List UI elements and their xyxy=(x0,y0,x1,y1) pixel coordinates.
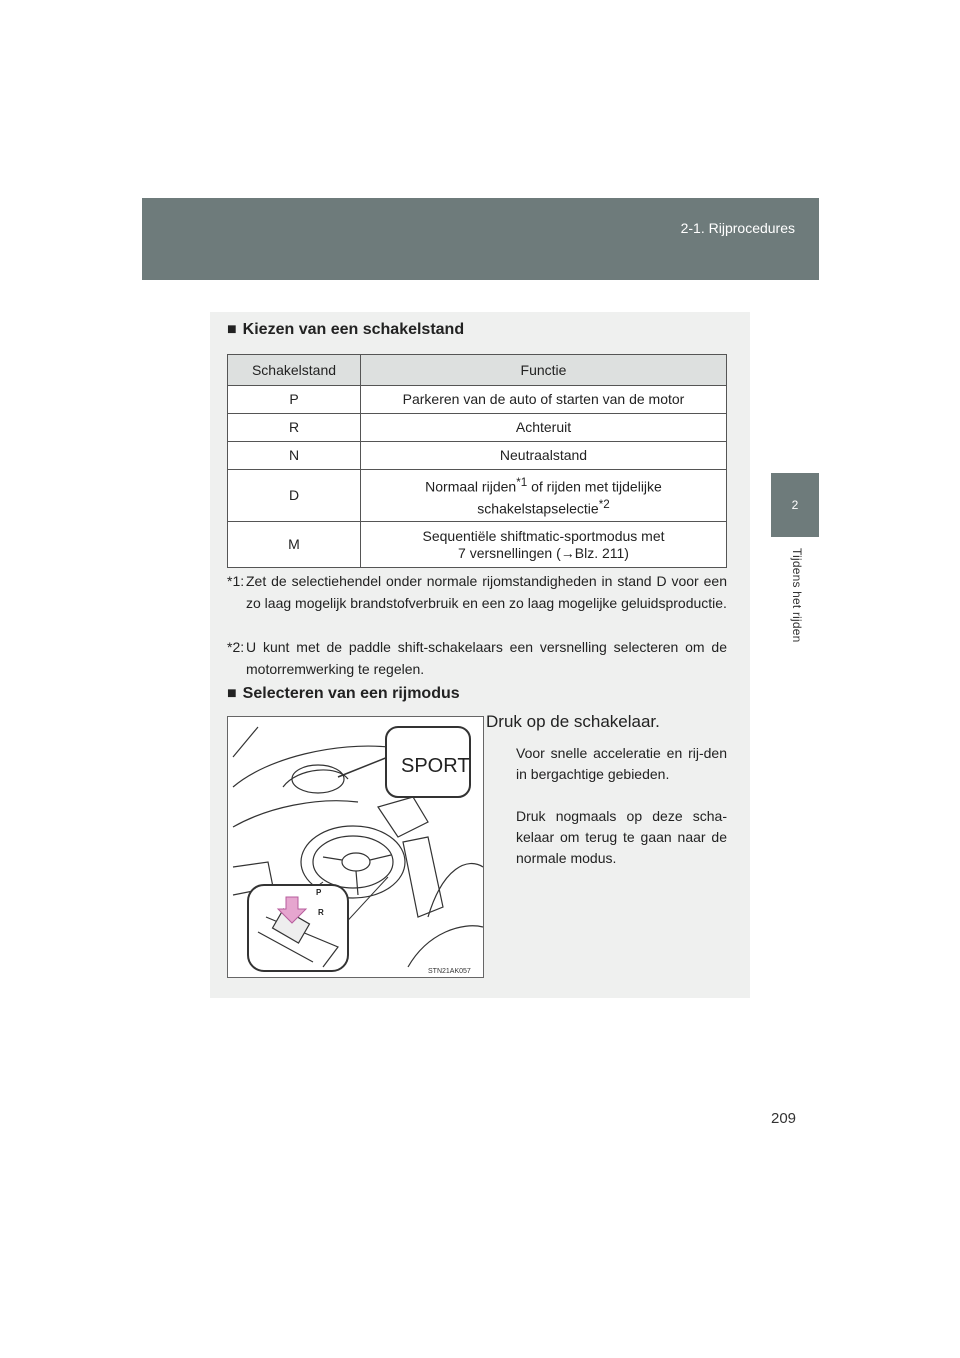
cell-function xyxy=(361,470,727,522)
cell-text: Sequentiële shiftmatic-sportmodus met xyxy=(422,527,665,544)
section-title: 2-1. Rijprocedures xyxy=(680,220,795,236)
gear-letter-r: R xyxy=(318,908,324,917)
cell-function: Neutraalstand xyxy=(361,442,727,470)
car-interior-drawing xyxy=(228,717,484,978)
header-band xyxy=(142,198,819,280)
page-number: 209 xyxy=(771,1110,797,1127)
figure-code: STN21AK057 xyxy=(428,968,471,975)
footnote-1 xyxy=(227,570,727,614)
description-paragraph: Druk nogmaals op deze scha-kelaar om terug te gaan naar de normale modus. xyxy=(516,808,727,866)
cell-position: P xyxy=(228,386,361,414)
square-bullet-icon: ■ xyxy=(227,685,237,702)
column-header-position: Schakelstand xyxy=(228,355,361,386)
sport-button-illustration xyxy=(227,716,484,978)
sport-label: SPORT xyxy=(401,755,470,777)
cell-function: Parkeren van de auto of starten van de motor xyxy=(361,386,727,414)
heading-text: Kiezen van een schakelstand xyxy=(242,321,465,338)
gear-table xyxy=(227,354,727,568)
gear-letter-p: P xyxy=(316,888,322,897)
heading-drive-mode xyxy=(227,685,460,703)
footnote-text: U kunt met de paddle shift-schakelaars een versnelling selecteren om de motorremwerking te regelen. xyxy=(246,639,727,677)
table-row xyxy=(228,470,727,522)
footnote-text: Zet de selectiehendel onder normale rijomstandigheden in stand D voor een zo laag mogelijk brandstofverbruik en een zo laag mogelijke geluidsproductie. xyxy=(246,573,727,611)
square-bullet-icon: ■ xyxy=(227,321,237,338)
cell-position: M xyxy=(228,522,361,568)
chapter-tab: 2 xyxy=(771,473,819,537)
instruction-text: Druk op de schakelaar. xyxy=(486,712,660,731)
table-row xyxy=(228,386,727,414)
footnote-ref: *2 xyxy=(598,497,610,511)
footnote-ref: *1 xyxy=(516,476,528,489)
cell-function xyxy=(361,522,727,568)
cell-position: N xyxy=(228,442,361,470)
cell-position: R xyxy=(228,414,361,442)
heading-text: Selecteren van een rijmodus xyxy=(242,685,460,702)
chapter-label: Tijdens het rijden xyxy=(790,548,804,643)
footnote-mark: *2: xyxy=(227,639,245,655)
column-header-function: Functie xyxy=(361,355,727,386)
cell-text: schakelstapselectie xyxy=(477,500,599,517)
table-header-row xyxy=(228,355,727,386)
cell-text: of rijden met tijdelijke xyxy=(527,478,662,495)
table-row xyxy=(228,414,727,442)
cell-text: 7 versnellingen (→Blz. 211) xyxy=(458,544,629,561)
heading-gear-selection xyxy=(227,321,464,339)
footnote-2 xyxy=(227,636,727,680)
cell-function: Achteruit xyxy=(361,414,727,442)
description-paragraph: Voor snelle acceleratie en rij-den in bergachtige gebieden. xyxy=(516,745,727,782)
cell-position: D xyxy=(228,470,361,522)
table-row xyxy=(228,442,727,470)
table-row xyxy=(228,522,727,568)
footnote-mark: *1: xyxy=(227,573,245,589)
cell-text: Normaal rijden xyxy=(425,478,517,495)
